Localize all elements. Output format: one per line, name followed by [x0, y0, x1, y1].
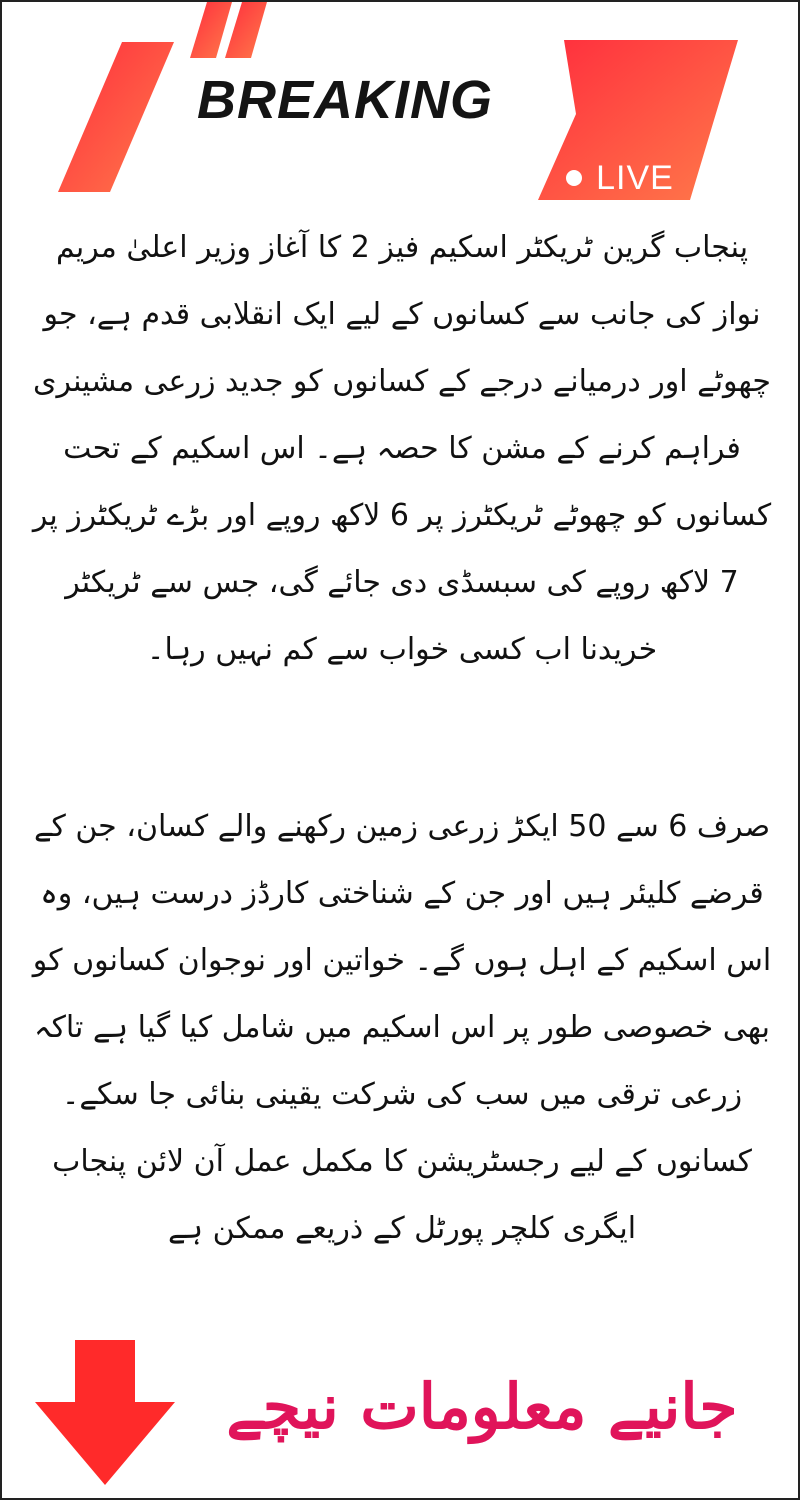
arrow-down-icon [30, 1340, 180, 1490]
article-paragraph-2: صرف 6 سے 50 ایکڑ زرعی زمین رکھنے والے کسان، جن کے قرضے کلیئر ہیں اور جن کے شناختی کارڈز درست ہیں، وہ اس اسکیم کے اہل ہوں گے۔ خواتین اور نوجوان کسانوں کو بھی خصوصی طور پر اس اسکیم میں شامل کیا گیا ہے تاکہ زرعی ترقی میں سب کی شرکت یقینی بنائی جا سکے۔ کسانوں کے لیے رجسٹریشن کا مکمل عمل آن لائن پنجاب ایگری کلچر پورٹل کے ذریعے ممکن ہے [32, 809, 772, 1246]
footer-cta-text: جانیے معلومات نیچے [226, 1370, 738, 1443]
article-paragraph-1: پنجاب گرین ٹریکٹر اسکیم فیز 2 کا آغاز وزیر اعلیٰ مریم نواز کی جانب سے کسانوں کے لیے ایک انقلابی قدم ہے، جو چھوٹے اور درمیانے درجے کے کسانوں کو جدید زرعی مشینری فراہم کرنے کے مشن کا حصہ ہے۔ اس اسکیم کے تحت کسانوں کو چھوٹے ٹریکٹرز پر 6 لاکھ روپے اور بڑے ٹریکٹرز پر 7 لاکھ روپے کی سبسڈی دی جائے گی، جس سے ٹریکٹر خریدنا اب کسی خواب سے کم نہیں رہا۔ [32, 230, 772, 667]
quote-mark-left [190, 2, 232, 58]
live-label: LIVE [596, 158, 674, 197]
breaking-live-banner [2, 2, 800, 212]
left-slanted-bar [58, 42, 174, 192]
breaking-title: BREAKING [197, 70, 494, 130]
quote-mark-right [225, 2, 267, 58]
live-dot-icon [566, 170, 582, 186]
article-body [32, 214, 772, 1262]
footer-cta-section [2, 1332, 800, 1502]
live-badge [540, 154, 700, 202]
